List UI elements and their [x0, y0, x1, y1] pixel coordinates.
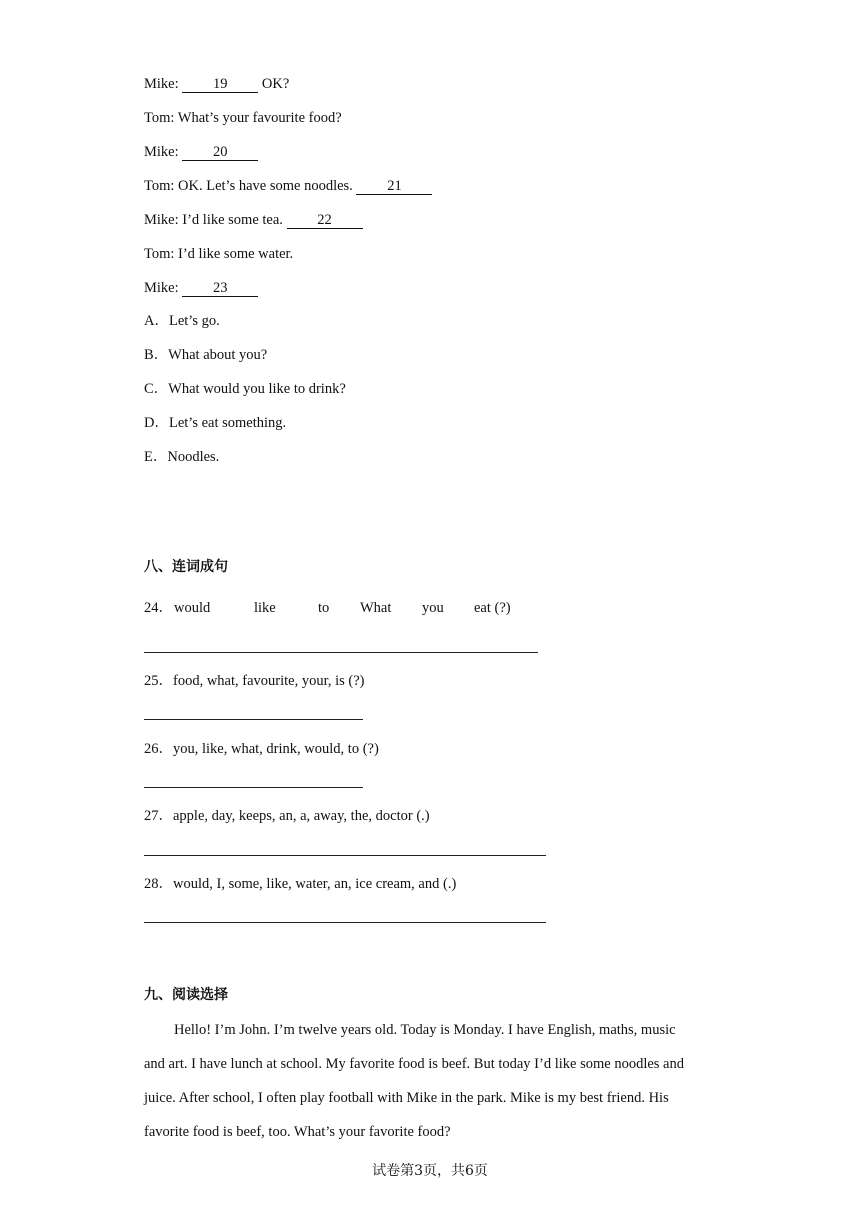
- dialogue-line: [144, 109, 342, 127]
- answer-blank-23[interactable]: 23: [182, 280, 258, 297]
- answer-blank-19[interactable]: 19: [182, 76, 258, 93]
- passage-line: favorite food is beef, too. What’s your favorite food?: [144, 1124, 451, 1140]
- question-24: [144, 599, 564, 617]
- passage-line: juice. After school, I often play football with Mike in the park. Mike is my best friend. His: [144, 1090, 669, 1106]
- dialogue-line: [144, 245, 293, 263]
- question-26: 26．you, like, what, drink, would, to (?): [144, 741, 379, 757]
- dialogue-line-19: [144, 75, 289, 93]
- option-c: C．What would you like to drink?: [144, 381, 346, 397]
- option-a: A．Let’s go.: [144, 313, 220, 329]
- question-number: 24．: [144, 600, 173, 616]
- speaker: Mike:: [144, 76, 179, 92]
- option-b: B．What about you?: [144, 347, 268, 363]
- word-tile: would: [174, 600, 211, 616]
- answer-line-24[interactable]: [144, 652, 538, 653]
- speaker: Tom: OK. Let’s have some noodles.: [144, 178, 353, 194]
- passage-line: and art. I have lunch at school. My favorite food is beef. But today I’d like some noodles and: [144, 1056, 684, 1072]
- option-d: D．Let’s eat something.: [144, 415, 287, 431]
- answer-blank-21[interactable]: 21: [356, 178, 432, 195]
- page-footer: 试卷第3页，共6页: [372, 1163, 488, 1179]
- dialogue-line-21: [144, 177, 432, 195]
- answer-blank-22[interactable]: 22: [287, 212, 363, 229]
- speaker: Mike: I’d like some tea.: [144, 212, 283, 228]
- word-tile: like: [254, 600, 276, 616]
- speaker: Mike:: [144, 144, 179, 160]
- dialogue-line-23: [144, 279, 258, 297]
- option-e: E．Noodles.: [144, 449, 220, 465]
- answer-line-26[interactable]: [144, 787, 363, 788]
- dialogue-line-22: [144, 211, 363, 229]
- word-tile: you: [422, 600, 444, 616]
- reading-passage: [144, 1021, 724, 1157]
- section-8-title: 八、连词成句: [144, 559, 228, 575]
- answer-line-27[interactable]: [144, 855, 546, 856]
- word-tile: eat (?): [474, 600, 511, 616]
- section-9-title: 九、阅读选择: [144, 987, 228, 1003]
- dialogue-line-20: [144, 143, 258, 161]
- speaker: Mike:: [144, 280, 179, 296]
- passage-line: Hello! I’m John. I’m twelve years old. Today is Monday. I have English, maths, music: [174, 1022, 676, 1038]
- answer-line-25[interactable]: [144, 719, 363, 720]
- dialogue-text: Tom: I’d like some water.: [144, 246, 294, 262]
- answer-line-28[interactable]: [144, 922, 546, 923]
- question-27: 27．apple, day, keeps, an, a, away, the, doctor (.): [144, 808, 430, 824]
- question-28: 28．would, I, some, like, water, an, ice cream, and (.): [144, 876, 457, 892]
- dialogue-text: Tom: What’s your favourite food?: [144, 110, 342, 126]
- dialogue-tail: OK?: [258, 76, 290, 92]
- word-tile: to: [318, 600, 330, 616]
- answer-blank-20[interactable]: 20: [182, 144, 258, 161]
- word-tile: What: [360, 600, 392, 616]
- question-25: 25．food, what, favourite, your, is (?): [144, 673, 365, 689]
